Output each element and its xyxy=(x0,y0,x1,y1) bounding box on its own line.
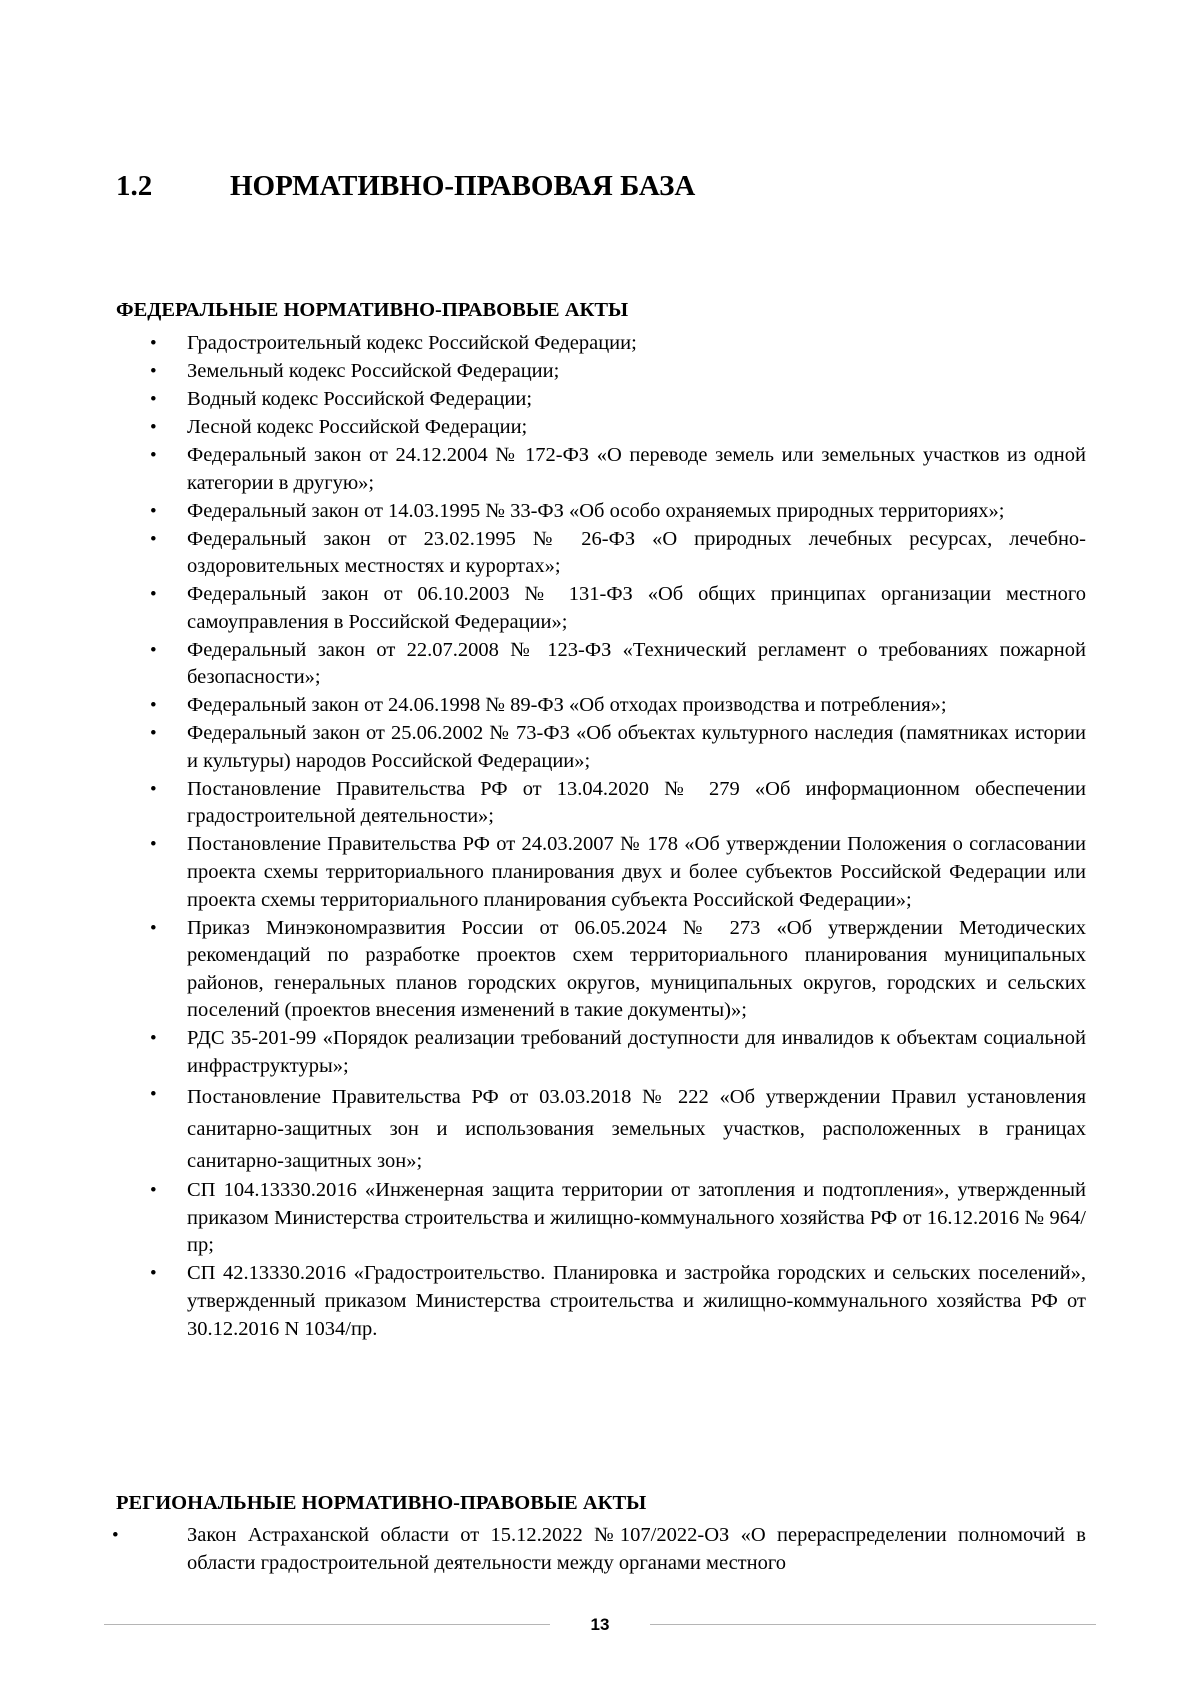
bullet-icon: • xyxy=(150,1083,157,1105)
bullet-icon: • xyxy=(150,333,157,354)
page-footer xyxy=(104,1612,1096,1638)
list-item: • Федеральный закон от 24.12.2004 № 172-ФЗ «О переводе земель или земельных участков из одной категории в другую»; xyxy=(150,443,1086,494)
list-item: • Водный кодекс Российской Федерации; xyxy=(150,386,1086,414)
bullet-icon: • xyxy=(150,416,157,438)
list-item: • Постановление Правительства РФ от 03.03.2018 № 222 «Об утверждении Правил установления санитарно-защитных зон и использования земельных участков, расположенных в границах санитарно-защитных зон»; xyxy=(150,1081,1086,1177)
list-item: • Федеральный закон от 24.06.1998 № 89-ФЗ «Об отходах производства и потребления»; xyxy=(150,692,1086,720)
section-heading xyxy=(116,160,700,212)
list-item: • Лесной кодекс Российской Федерации; xyxy=(150,414,1086,442)
bullet-icon: • xyxy=(150,1263,157,1285)
list-item: • Постановление Правительства РФ от 24.03.2007 № 178 «Об утверждении Положения о согласовании проекта схемы территориального планирования двух и более субъектов Российской Федерации или проекта схемы территориального планирования субъекта Российской Федерации»; xyxy=(150,833,1086,911)
list-item: • Федеральный закон от 06.10.2003 № 131-ФЗ «Об общих принципах организации местного самоуправления в Российской Федерации»; xyxy=(150,583,1086,633)
list-item: • СП 42.13330.2016 «Градостроительство. Планировка и застройка городских и сельских поселений», утвержденный приказом Министерства строительства и жилищно-коммунального хозяйства РФ от 30.12.2016 N 1034/пр. xyxy=(150,1262,1086,1340)
bullet-icon: • xyxy=(150,1180,157,1202)
section-title: НОРМАТИВНО-ПРАВОВАЯ БАЗА xyxy=(230,170,696,202)
bullet-icon: • xyxy=(150,1028,157,1050)
bullet-icon: • xyxy=(150,388,157,410)
footer-rule-right xyxy=(650,1624,1096,1625)
list-item: • Закон Астраханской области от 15.12.2022 №107/2022-ОЗ «О перераспределении полномочий в области градостроительной деятельности между органами местного xyxy=(112,1524,1086,1574)
list-item: • Федеральный закон от 22.07.2008 № 123-ФЗ «Технический регламент о требованиях пожарной безопасности»; xyxy=(150,638,1086,689)
section-number: 1.2 xyxy=(116,170,153,202)
federal-acts-list xyxy=(150,330,1086,1344)
regional-acts-heading: РЕГИОНАЛЬНЫЕ НОРМАТИВНО-ПРАВОВЫЕ АКТЫ xyxy=(116,1492,647,1514)
bullet-icon: • xyxy=(150,834,157,856)
bullet-icon: • xyxy=(112,1525,119,1546)
list-item: • СП 104.13330.2016 «Инженерная защита территории от затопления и подтопления», утвержденный приказом Министерства строительства и жилищно-коммунального хозяйства РФ от 16.12.2016 № 964/пр; xyxy=(150,1179,1086,1257)
bullet-icon: • xyxy=(150,528,157,550)
bullet-icon: • xyxy=(150,584,157,606)
bullet-icon: • xyxy=(150,639,157,661)
list-item: • Приказ Минэкономразвития России от 06.05.2024 № 273 «Об утверждении Методических рекомендаций по разработке проектов схем территориального планирования муниципальных районов, генеральных планов городских округов, муниципальных округов, городских и сельских поселений (проектов внесения изменений в такие документы)»; xyxy=(150,916,1086,1022)
bullet-icon: • xyxy=(150,917,157,939)
bullet-icon: • xyxy=(150,444,157,466)
list-item: • Постановление Правительства РФ от 13.04.2020 № 279 «Об информационном обеспечении градостроительной деятельности»; xyxy=(150,777,1086,828)
list-item: • РДС 35-201-99 «Порядок реализации требований доступности для инвалидов к объектам социальной инфраструктуры»; xyxy=(150,1027,1086,1077)
footer-rule-left xyxy=(104,1624,550,1625)
list-item: • Земельный кодекс Российской Федерации; xyxy=(150,358,1086,386)
page-number: 13 xyxy=(590,1615,610,1634)
bullet-icon: • xyxy=(150,360,157,382)
list-item: • Федеральный закон от 14.03.1995 № 33-ФЗ «Об особо охраняемых природных территориях»; xyxy=(150,498,1086,526)
federal-acts-heading: ФЕДЕРАЛЬНЫЕ НОРМАТИВНО-ПРАВОВЫЕ АКТЫ xyxy=(116,299,629,321)
bullet-icon: • xyxy=(150,500,157,522)
regional-acts-list xyxy=(112,1522,1086,1577)
list-item: • Градостроительный кодекс Российской Федерации; xyxy=(150,330,1086,358)
list-item: • Федеральный закон от 25.06.2002 № 73-ФЗ «Об объектах культурного наследия (памятниках истории и культуры) народов Российской Федерации»; xyxy=(150,722,1086,772)
bullet-icon: • xyxy=(150,778,157,800)
bullet-icon: • xyxy=(150,695,157,717)
list-item: • Федеральный закон от 23.02.1995 № 26-ФЗ «О природных лечебных ресурсах, лечебно-оздоровительных местностях и курортах»; xyxy=(150,527,1086,578)
bullet-icon: • xyxy=(150,723,157,745)
